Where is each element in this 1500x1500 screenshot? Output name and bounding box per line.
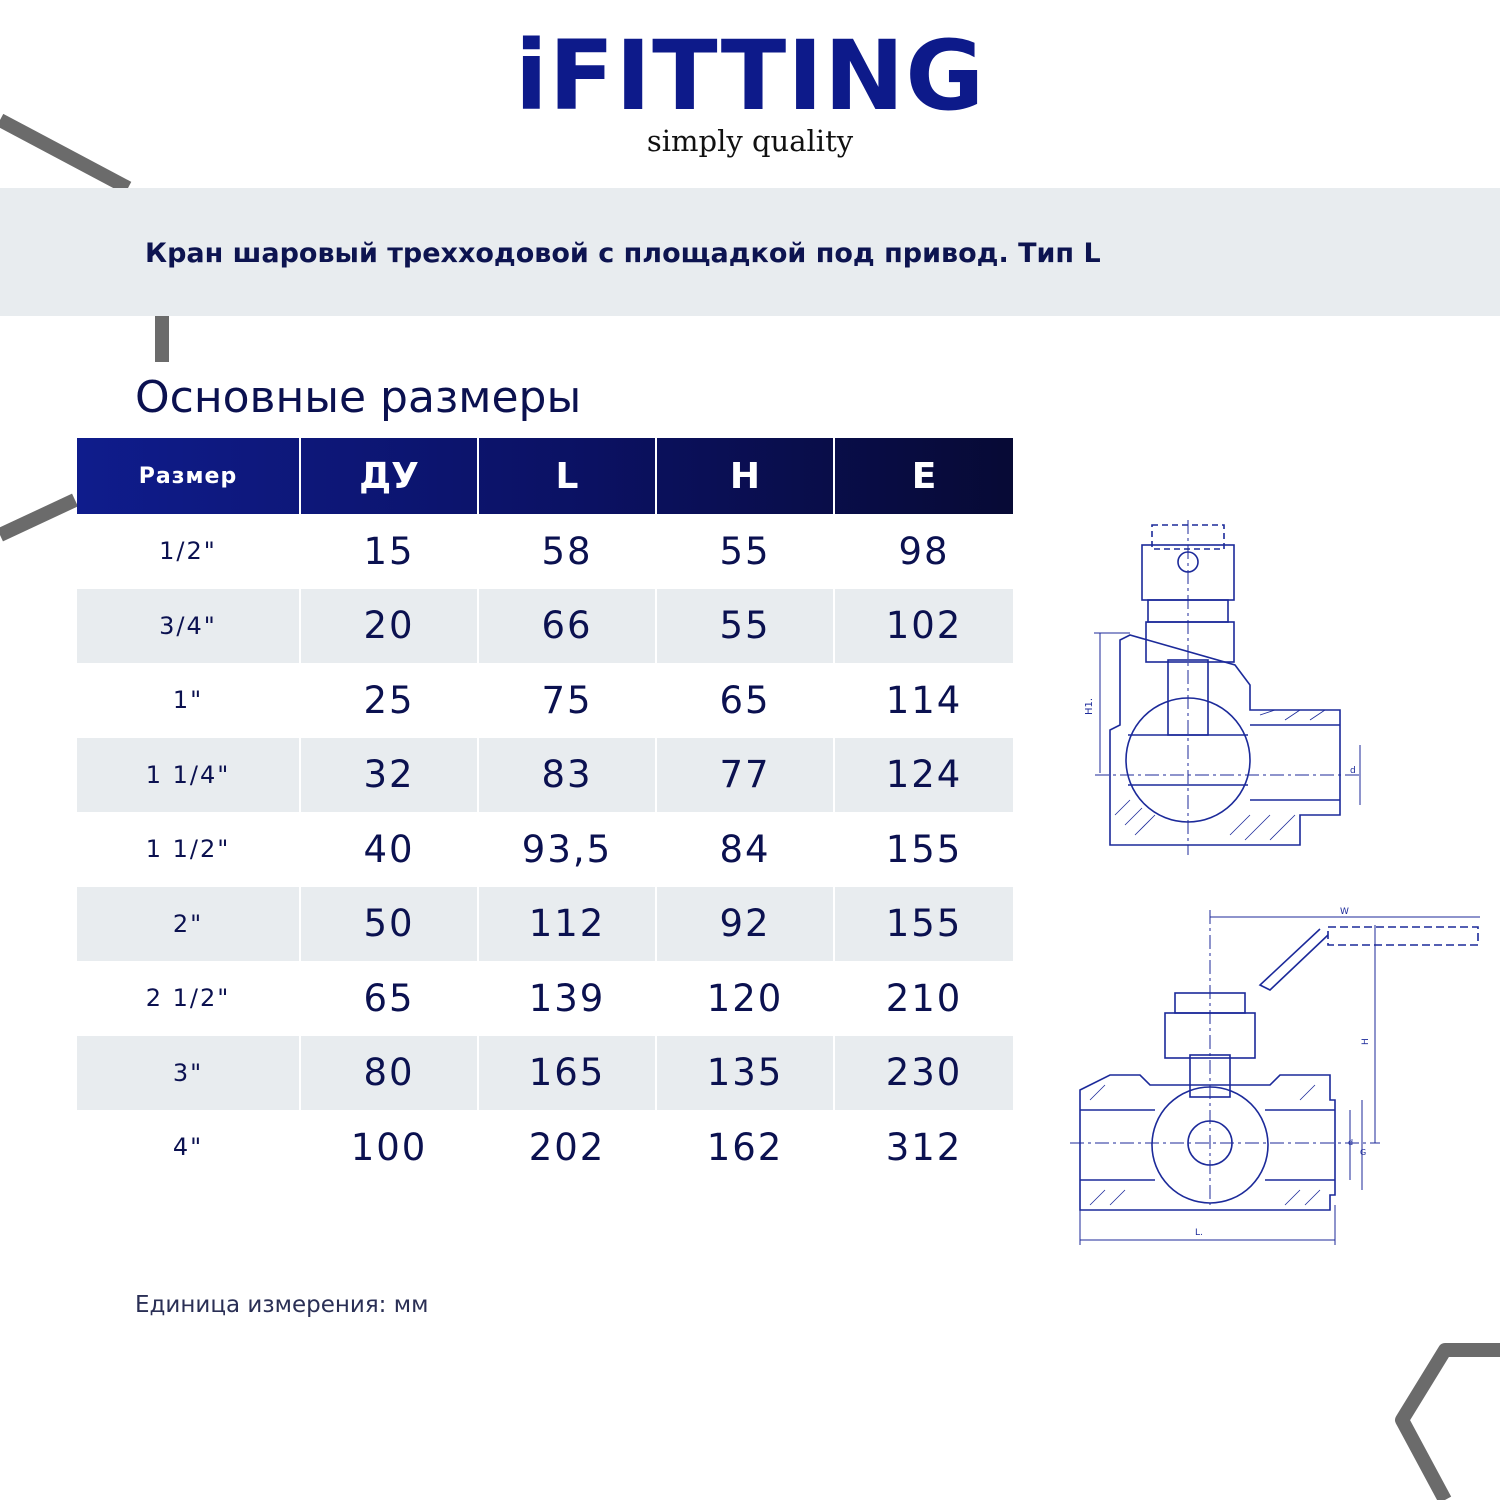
cell-du: 20 — [301, 589, 477, 664]
cell-size: 4" — [172, 1133, 204, 1162]
label-d-top: d — [1350, 766, 1356, 776]
label-l: L. — [1195, 1228, 1203, 1238]
table-row — [77, 738, 1013, 813]
cell-size: 1 1/2" — [145, 835, 231, 864]
header-h: H — [729, 455, 761, 497]
cell-h: 92 — [657, 887, 833, 962]
header-l: L — [555, 455, 579, 497]
table-row — [77, 812, 1013, 887]
cell-h: 162 — [706, 1125, 784, 1169]
cell-l: 139 — [528, 976, 606, 1020]
cell-du: 25 — [363, 678, 415, 722]
cell-h: 65 — [719, 678, 771, 722]
cell-h: 55 — [657, 589, 833, 664]
label-g: G — [1360, 1148, 1367, 1157]
table-header-row — [77, 438, 1013, 514]
cell-l: 93,5 — [521, 827, 613, 871]
table-row — [77, 1110, 1013, 1185]
cell-h: 135 — [657, 1036, 833, 1111]
cell-l: 112 — [479, 887, 655, 962]
cell-e: 210 — [885, 976, 963, 1020]
table-row — [77, 514, 1013, 589]
cell-h: 84 — [719, 827, 771, 871]
cell-size: 2 1/2" — [145, 984, 231, 1013]
cell-e: 155 — [885, 827, 963, 871]
cell-du: 50 — [301, 887, 477, 962]
section-title: Основные размеры — [135, 372, 582, 423]
cell-du: 15 — [363, 529, 415, 573]
cell-l: 83 — [479, 738, 655, 813]
valve-section-drawing-bottom — [1070, 905, 1490, 1250]
cell-h: 120 — [706, 976, 784, 1020]
header-e: E — [911, 455, 937, 497]
cell-du: 100 — [350, 1125, 428, 1169]
cell-l: 202 — [528, 1125, 606, 1169]
cell-l: 66 — [479, 589, 655, 664]
cell-l: 75 — [541, 678, 593, 722]
cell-du: 40 — [363, 827, 415, 871]
table-row — [77, 887, 1013, 962]
label-d-bottom: d — [1348, 1138, 1354, 1147]
brand-name: iFITTING — [514, 20, 986, 132]
brand-tagline: simply quality — [646, 124, 854, 158]
product-title: Кран шаровый трехходовой с площадкой под привод. Тип L — [145, 238, 1101, 269]
brand-logo — [0, 20, 1500, 158]
cell-e: 102 — [835, 589, 1013, 664]
cell-du: 32 — [301, 738, 477, 813]
table-row — [77, 589, 1013, 664]
label-h: H — [1361, 1038, 1371, 1045]
cell-du: 65 — [363, 976, 415, 1020]
cell-e: 155 — [835, 887, 1013, 962]
cell-size: 1" — [172, 686, 204, 715]
valve-section-drawing-top — [1070, 515, 1370, 875]
cell-h: 77 — [657, 738, 833, 813]
table-row — [77, 663, 1013, 738]
cell-l: 165 — [479, 1036, 655, 1111]
cell-h: 55 — [719, 529, 771, 573]
cell-size: 3" — [77, 1036, 299, 1111]
cell-size: 3/4" — [77, 589, 299, 664]
label-h1: H1. — [1084, 697, 1095, 715]
label-w: W — [1340, 907, 1349, 917]
units-note: Единица измерения: мм — [135, 1292, 429, 1318]
cell-e: 230 — [835, 1036, 1013, 1111]
cell-size: 1/2" — [159, 537, 217, 566]
cell-du: 80 — [301, 1036, 477, 1111]
table-row — [77, 1036, 1013, 1111]
cell-l: 58 — [541, 529, 593, 573]
dimensions-table — [75, 438, 1015, 1185]
cell-size: 1 1/4" — [77, 738, 299, 813]
table-row — [77, 961, 1013, 1036]
cell-e: 124 — [835, 738, 1013, 813]
cell-size: 2" — [77, 887, 299, 962]
header-du: ДУ — [359, 455, 419, 497]
cell-e: 114 — [885, 678, 963, 722]
header-size: Размер — [138, 463, 238, 489]
cell-e: 312 — [885, 1125, 963, 1169]
cell-e: 98 — [898, 529, 950, 573]
